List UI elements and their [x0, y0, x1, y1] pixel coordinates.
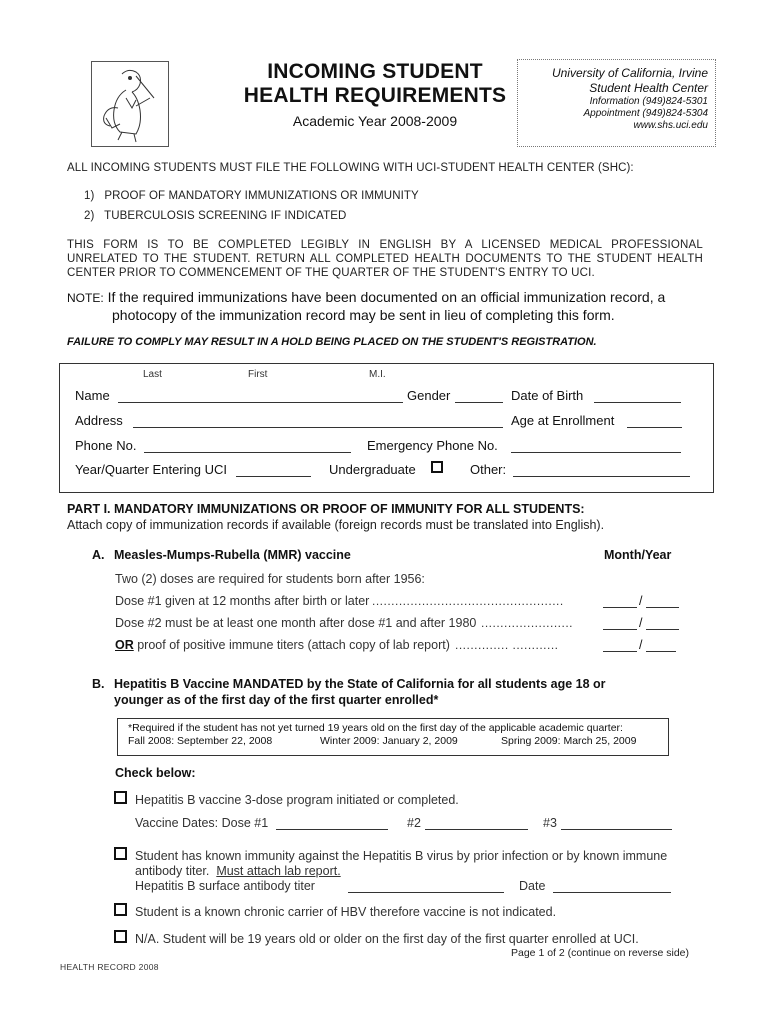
- age-field[interactable]: [627, 427, 682, 428]
- dose2-text: Dose #2 must be at least one month after dose #1 and after 1980: [115, 616, 477, 630]
- dose1-text: Dose #1 given at 12 months after birth or later: [115, 594, 370, 608]
- dose2-month-field[interactable]: [603, 629, 637, 630]
- phone-field[interactable]: [144, 452, 351, 453]
- titers-leader: .............. ............: [455, 638, 559, 652]
- hepb-title-line-1: Hepatitis B Vaccine MANDATED by the State of California for all students age 18 or: [114, 677, 606, 691]
- item-text: PROOF OF MANDATORY IMMUNIZATIONS OR IMMUNITY: [104, 190, 419, 202]
- required-note: *Required if the student has not yet turned 19 years old on the first day of the applicable academic quarter:: [128, 722, 623, 734]
- emergency-phone-label: Emergency Phone No.: [367, 438, 498, 453]
- surface-antibody-field[interactable]: [348, 892, 504, 893]
- titers-slash: /: [639, 638, 643, 652]
- gender-field[interactable]: [455, 402, 503, 403]
- undergraduate-label: Undergraduate: [329, 462, 416, 477]
- chronic-carrier-option: Student is a known chronic carrier of HBV therefore vaccine is not indicated.: [135, 905, 557, 919]
- dob-label: Date of Birth: [511, 388, 584, 403]
- dose2-leader: ........................: [481, 616, 574, 630]
- health-center-name: Student Health Center: [589, 81, 708, 95]
- name-label: Name: [75, 388, 110, 403]
- dob-field[interactable]: [594, 402, 681, 403]
- antibody-date-label: Date: [519, 879, 546, 893]
- item-text: TUBERCULOSIS SCREENING IF INDICATED: [104, 210, 347, 222]
- dose3-label: #3: [543, 816, 557, 830]
- section-b-letter: B.: [92, 677, 105, 691]
- note-label: NOTE:: [67, 291, 104, 305]
- surface-antibody-label: Hepatitis B surface antibody titer: [135, 879, 315, 893]
- instruction-line: THIS FORM IS TO BE COMPLETED LEGIBLY IN ENGLISH BY A LICENSED MEDICAL PROFESSIONAL: [67, 239, 703, 251]
- year-quarter-label: Year/Quarter Entering UCI: [75, 462, 227, 477]
- item-number: 2): [84, 210, 95, 222]
- undergraduate-checkbox[interactable]: [431, 461, 443, 473]
- dose1-leader: ..................................................: [372, 594, 564, 608]
- note: [67, 288, 707, 307]
- academic-year: Academic Year 2008-2009: [292, 113, 458, 129]
- antibody-titer-text: antibody titer.: [135, 864, 210, 878]
- titers-line: [115, 638, 450, 652]
- last-name-caption: Last: [143, 369, 162, 380]
- failure-warning: FAILURE TO COMPLY MAY RESULT IN A HOLD BEING PLACED ON THE STUDENT'S REGISTRATION.: [67, 336, 597, 348]
- antibody-titer-line: [135, 864, 341, 878]
- gender-label: Gender: [407, 388, 451, 403]
- address-field[interactable]: [133, 427, 503, 428]
- not-applicable-checkbox[interactable]: [114, 930, 127, 943]
- or-label: OR: [115, 638, 134, 652]
- not-applicable-option: N/A. Student will be 19 years old or older on the first day of the first quarter enrolled at UCI.: [135, 932, 639, 946]
- known-immunity-option: Student has known immunity against the Hepatitis B virus by prior infection or by known immune: [135, 849, 668, 863]
- contact-box: [517, 59, 716, 147]
- other-label: Other:: [470, 462, 507, 477]
- section-a-letter: A.: [92, 548, 105, 562]
- month-year-header: Month/Year: [604, 548, 672, 562]
- form-instructions: [67, 238, 703, 280]
- hepb-vaccine-option: Hepatitis B vaccine 3-dose program initiated or completed.: [135, 793, 459, 807]
- appointment-phone: Appointment (949)824-5304: [583, 108, 708, 119]
- vaccine-dates-label: Vaccine Dates: Dose #1: [135, 816, 269, 830]
- phone-label: Phone No.: [75, 438, 137, 453]
- known-immunity-checkbox[interactable]: [114, 847, 127, 860]
- first-name-caption: First: [248, 369, 268, 380]
- name-field[interactable]: [118, 402, 403, 403]
- dose1-year-field[interactable]: [646, 607, 679, 608]
- information-phone: Information (949)824-5301: [589, 96, 708, 107]
- other-field[interactable]: [513, 476, 690, 477]
- requirement-item-2: [84, 210, 346, 222]
- page-number: Page 1 of 2 (continue on reverse side): [511, 947, 690, 959]
- antibody-date-field[interactable]: [553, 892, 671, 893]
- quarter-dates: [128, 735, 668, 748]
- emergency-phone-field[interactable]: [511, 452, 681, 453]
- mmr-title: Measles-Mumps-Rubella (MMR) vaccine: [114, 548, 351, 562]
- year-quarter-field[interactable]: [236, 476, 311, 477]
- instruction-line: UNRELATED TO THE STUDENT. RETURN ALL COMPLETED HEALTH DOCUMENTS TO THE STUDENT HEALTH: [67, 253, 703, 265]
- website: www.shs.uci.edu: [633, 120, 708, 131]
- winter-date: Winter 2009: January 2, 2009: [320, 735, 458, 747]
- title-line-1: INCOMING STUDENT: [267, 60, 483, 83]
- note-line-2: photocopy of the immunization record may be sent in lieu of completing this form.: [112, 307, 615, 323]
- lab-report-requirement: Must attach lab report.: [216, 864, 341, 878]
- health-record-footer: HEALTH RECORD 2008: [60, 962, 159, 972]
- title-line-2: HEALTH REQUIREMENTS: [243, 84, 507, 107]
- anteater-mascot-icon: [92, 62, 168, 146]
- titers-text: proof of positive immune titers (attach copy of lab report): [137, 638, 450, 652]
- fall-date: Fall 2008: September 22, 2008: [128, 735, 273, 747]
- part1-title: PART I. MANDATORY IMMUNIZATIONS OR PROOF OF IMMUNITY FOR ALL STUDENTS:: [67, 502, 585, 516]
- anteater-logo: [91, 61, 169, 147]
- required-dates-box: [117, 718, 669, 756]
- age-label: Age at Enrollment: [511, 413, 615, 428]
- dose2-year-field[interactable]: [646, 629, 679, 630]
- dose2-label: #2: [407, 816, 421, 830]
- titers-year-field[interactable]: [646, 651, 676, 652]
- instruction-line: CENTER PRIOR TO COMMENCEMENT OF THE QUARTER OF THE STUDENT'S ENTRY TO UCI.: [67, 267, 595, 279]
- university-name: University of California, Irvine: [551, 66, 708, 80]
- requirement-item-1: [84, 190, 419, 202]
- titers-month-field[interactable]: [603, 651, 637, 652]
- hepb-vaccine-checkbox[interactable]: [114, 791, 127, 804]
- dose3-date-field[interactable]: [561, 829, 672, 830]
- item-number: 1): [84, 190, 95, 202]
- hepb-title-line-2: younger as of the first day of the first quarter enrolled*: [114, 693, 439, 707]
- dose2-date-field[interactable]: [425, 829, 528, 830]
- check-below-label: Check below:: [115, 766, 196, 780]
- dose2-slash: /: [639, 616, 643, 630]
- note-line-1: If the required immunizations have been documented on an official immunization record, a: [107, 289, 666, 305]
- dose1-date-field[interactable]: [276, 829, 388, 830]
- address-label: Address: [75, 413, 123, 428]
- part1-subtitle: Attach copy of immunization records if available (foreign records must be translated into English).: [67, 518, 605, 532]
- form-title: [230, 60, 520, 108]
- chronic-carrier-checkbox[interactable]: [114, 903, 127, 916]
- two-doses-text: Two (2) doses are required for students born after 1956:: [115, 572, 425, 586]
- must-file-text: ALL INCOMING STUDENTS MUST FILE THE FOLLOWING WITH UCI-STUDENT HEALTH CENTER (SHC):: [67, 162, 634, 174]
- middle-initial-caption: M.I.: [369, 369, 386, 380]
- dose1-slash: /: [639, 594, 643, 608]
- dose1-month-field[interactable]: [603, 607, 637, 608]
- spring-date: Spring 2009: March 25, 2009: [501, 735, 637, 747]
